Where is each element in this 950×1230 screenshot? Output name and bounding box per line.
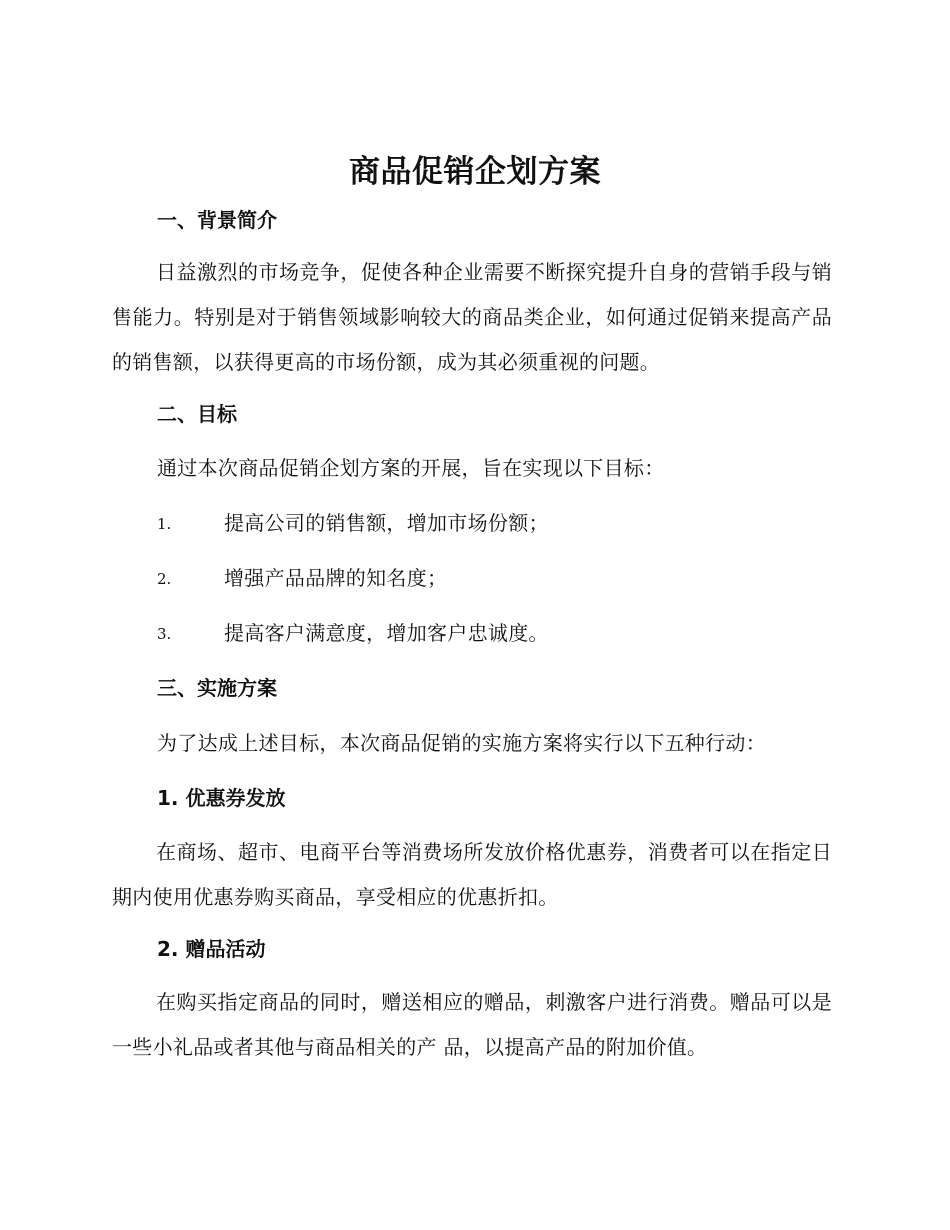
document-title: 商品促销企划方案 [349,154,601,190]
list-text: 增强产品品牌的知名度； [224,566,448,590]
list-number: 1. [157,515,172,533]
subsection-heading-gifts: 2. 赠品活动 [157,937,266,961]
goals-intro: 通过本次商品促销企划方案的开展，旨在实现以下目标： [157,456,665,480]
coupons-paragraph: 在商场、超市、电商平台等消费场所发放价格优惠券，消费者可以在指定日期内使用优惠券购买商品，享受相应的优惠折扣。 [112,840,832,909]
section-heading-implementation: 三、实施方案 [157,676,277,700]
section-heading-goals: 二、目标 [157,402,237,426]
list-number: 2. [157,570,172,588]
implementation-intro: 为了达成上述目标，本次商品促销的实施方案将实行以下五种行动： [157,731,766,755]
list-text: 提高客户满意度，增加客户忠诚度。 [224,621,549,645]
list-number: 3. [157,625,172,643]
list-text: 提高公司的销售额，增加市场份额； [224,511,549,535]
background-paragraph: 日益激烈的市场竞争，促使各种企业需要不断探究提升自身的营销手段与销售能力。特别是对于销售领域影响较大的商品类企业，如何通过促销来提高产品的销售额，以获得更高的市场份额，成为其必须重视的问题。 [112,260,832,374]
subsection-heading-coupons: 1. 优惠券发放 [157,786,286,810]
section-heading-background: 一、背景简介 [157,208,277,232]
gifts-paragraph: 在购买指定商品的同时，赠送相应的赠品，刺激客户进行消费。赠品可以是一些小礼品或者其他与商品相关的产 品，以提高产品的附加价值。 [112,990,832,1059]
